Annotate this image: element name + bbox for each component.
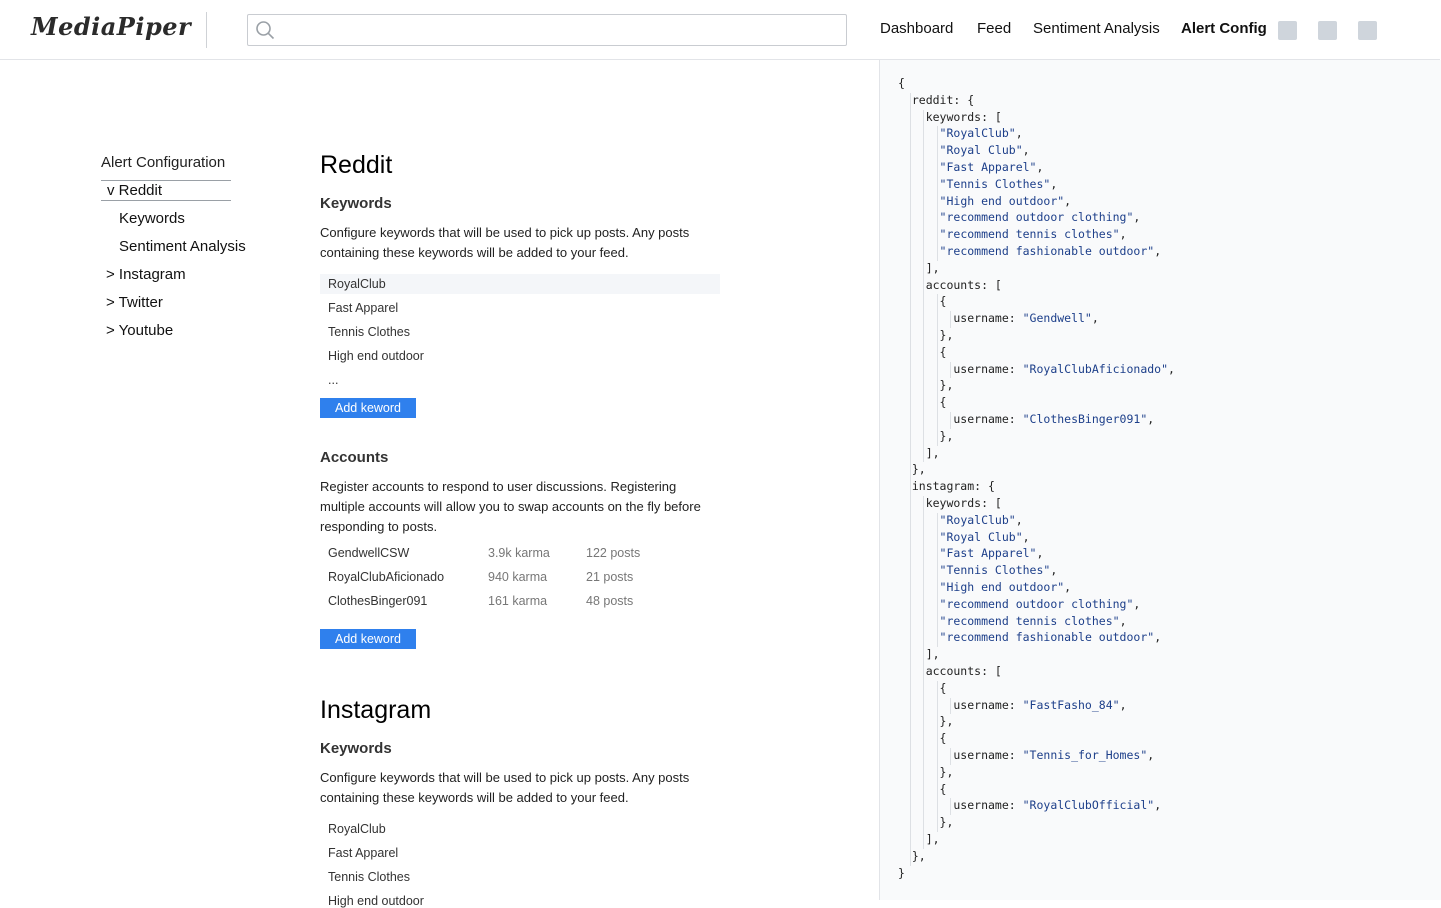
reddit-title: Reddit bbox=[320, 151, 393, 179]
add-account-button[interactable]: Add keword bbox=[320, 629, 416, 649]
keyword-row[interactable] bbox=[320, 891, 720, 908]
code-line: "recommend outdoor clothing", bbox=[939, 210, 1141, 225]
code-line: accounts: [ bbox=[898, 277, 1002, 292]
keyword-text: Tennis Clothes bbox=[328, 325, 410, 339]
code-string: "FastFasho_84" bbox=[1022, 697, 1120, 712]
keyword-text: High end outdoor bbox=[328, 349, 424, 363]
keyword-row[interactable] bbox=[320, 843, 720, 863]
code-line: username: "RoyalClubOfficial", bbox=[898, 798, 1162, 813]
code-line: keywords: [ bbox=[898, 496, 1002, 510]
code-string: "Tennis_for_Homes" bbox=[1022, 748, 1148, 762]
account-name[interactable]: ClothesBinger091 bbox=[328, 594, 428, 608]
sidebar-item-reddit[interactable]: v Reddit bbox=[107, 182, 163, 199]
code-line: instagram: { bbox=[898, 479, 995, 494]
code-string: "recommend tennis clothes" bbox=[939, 227, 1120, 242]
code-line: }, bbox=[898, 764, 954, 779]
account-name[interactable]: RoyalClubAficionado bbox=[328, 570, 445, 584]
keyword-row[interactable] bbox=[320, 867, 720, 887]
reddit-accounts-description: Register accounts to respond to user discussions. Registering multiple accounts will allow you to swap accounts on the fly before responding to posts. bbox=[320, 479, 701, 534]
code-string: "Royal Club" bbox=[939, 529, 1023, 544]
code-string: "recommend fashionable outdoor" bbox=[939, 244, 1155, 258]
code-string: "recommend fashionable outdoor" bbox=[939, 630, 1155, 645]
keyword-text: RoyalClub bbox=[328, 822, 386, 836]
code-line: "High end outdoor", bbox=[939, 193, 1072, 208]
instagram-keywords-description: Configure keywords that will be used to pick up posts. Any posts containing these keywords will be added to your feed. bbox=[320, 770, 690, 805]
keyword-more[interactable] bbox=[320, 370, 720, 390]
account-karma: 161 karma bbox=[488, 594, 548, 608]
code-string: "RoyalClub" bbox=[939, 126, 1016, 141]
keyword-row[interactable] bbox=[320, 819, 720, 839]
code-line: { bbox=[898, 344, 947, 359]
search-input[interactable] bbox=[282, 19, 836, 43]
nav-sentiment-analysis[interactable]: Sentiment Analysis bbox=[1033, 20, 1160, 37]
code-line: { bbox=[898, 731, 947, 746]
code-line: username: "RoyalClubAficionado", bbox=[898, 361, 1175, 376]
sidebar-item-instagram[interactable]: > Instagram bbox=[106, 266, 186, 283]
code-line: "Fast Apparel", bbox=[939, 546, 1044, 561]
code-string: "Royal Club" bbox=[939, 143, 1023, 158]
code-line: "recommend fashionable outdoor", bbox=[939, 630, 1162, 645]
account-posts: 122 posts bbox=[586, 546, 641, 560]
reddit-accounts-heading: Accounts bbox=[320, 449, 389, 466]
code-line: }, bbox=[898, 378, 954, 393]
instagram-title: Instagram bbox=[320, 696, 432, 724]
account-karma: 940 karma bbox=[488, 570, 548, 584]
code-line: "Tennis Clothes", bbox=[939, 563, 1058, 578]
sidebar-item-keywords[interactable]: Keywords bbox=[119, 210, 185, 227]
code-line: ], bbox=[898, 832, 940, 846]
keyword-text: Fast Apparel bbox=[328, 301, 399, 315]
nav-dashboard[interactable]: Dashboard bbox=[880, 20, 954, 37]
placeholder-icon-2[interactable] bbox=[1318, 21, 1337, 40]
logo-divider bbox=[206, 12, 207, 48]
code-line: { bbox=[898, 680, 947, 695]
code-string: "recommend outdoor clothing" bbox=[939, 596, 1134, 611]
keyword-row[interactable] bbox=[320, 274, 720, 294]
code-line: "High end outdoor", bbox=[939, 580, 1072, 594]
sidebar-item-youtube[interactable]: > Youtube bbox=[106, 322, 174, 339]
code-line: } bbox=[898, 865, 905, 880]
code-line: username: "Tennis_for_Homes", bbox=[898, 748, 1155, 762]
keyword-text: Tennis Clothes bbox=[328, 870, 410, 884]
search-icon bbox=[255, 20, 275, 40]
add-keyword-button[interactable]: Add keword bbox=[320, 398, 416, 418]
sidebar-divider bbox=[101, 180, 231, 181]
code-string: "ClothesBinger091" bbox=[1022, 412, 1148, 426]
code-line: accounts: [ bbox=[898, 664, 1002, 678]
keyword-row[interactable] bbox=[320, 298, 720, 318]
code-string: "RoyalClubAficionado" bbox=[1022, 361, 1169, 376]
code-string: "Tennis Clothes" bbox=[939, 563, 1051, 578]
sidebar-item-sentiment-analysis[interactable]: Sentiment Analysis bbox=[119, 238, 246, 255]
code-line: keywords: [ bbox=[898, 109, 1002, 124]
config-json-panel[interactable] bbox=[879, 60, 1441, 900]
account-posts: 21 posts bbox=[586, 570, 634, 584]
sidebar-divider bbox=[101, 200, 231, 201]
code-line: username: "FastFasho_84", bbox=[898, 697, 1127, 712]
keyword-text: Fast Apparel bbox=[328, 846, 399, 860]
code-line: ], bbox=[898, 445, 940, 460]
placeholder-icon-3[interactable] bbox=[1358, 21, 1377, 40]
code-line: "recommend tennis clothes", bbox=[939, 613, 1127, 628]
nav-alert-config[interactable]: Alert Config bbox=[1181, 20, 1267, 37]
code-string: "Gendwell" bbox=[1022, 311, 1092, 326]
keyword-text: RoyalClub bbox=[328, 277, 386, 291]
code-string: "RoyalClub" bbox=[939, 512, 1016, 527]
search-box[interactable] bbox=[247, 14, 847, 46]
code-string: "RoyalClubOfficial" bbox=[1022, 798, 1155, 813]
code-line: { bbox=[898, 781, 947, 796]
keyword-row[interactable] bbox=[320, 346, 720, 366]
code-line: }, bbox=[898, 714, 954, 729]
code-line: }, bbox=[898, 428, 954, 443]
code-line: "RoyalClub", bbox=[939, 126, 1023, 141]
reddit-keywords-heading: Keywords bbox=[320, 195, 392, 212]
sidebar-item-twitter[interactable]: > Twitter bbox=[106, 294, 163, 311]
code-line: ], bbox=[898, 260, 940, 275]
code-line: "Tennis Clothes", bbox=[939, 176, 1058, 191]
code-line: "Royal Club", bbox=[939, 529, 1030, 544]
code-line: username: "ClothesBinger091", bbox=[898, 412, 1155, 426]
keyword-text: High end outdoor bbox=[328, 894, 424, 908]
code-line: "RoyalClub", bbox=[939, 512, 1023, 527]
code-line: "Royal Club", bbox=[939, 143, 1030, 158]
code-line: "recommend fashionable outdoor", bbox=[939, 244, 1162, 258]
code-string: "Fast Apparel" bbox=[939, 546, 1037, 561]
code-string: "Fast Apparel" bbox=[939, 160, 1037, 174]
code-line: }, bbox=[898, 848, 926, 863]
code-line: { bbox=[898, 76, 905, 90]
sidebar-title: Alert Configuration bbox=[101, 154, 226, 171]
code-line: "recommend outdoor clothing", bbox=[939, 596, 1141, 611]
code-string: "High end outdoor" bbox=[939, 580, 1065, 594]
app-logo[interactable]: MediaPiper bbox=[31, 12, 192, 41]
code-line: }, bbox=[898, 328, 954, 342]
keyword-text: ... bbox=[328, 373, 339, 387]
code-string: "High end outdoor" bbox=[939, 193, 1065, 208]
code-string: "recommend outdoor clothing" bbox=[939, 210, 1134, 225]
code-line: "Fast Apparel", bbox=[939, 160, 1044, 174]
instagram-keywords-heading: Keywords bbox=[320, 740, 392, 757]
code-line: ], bbox=[898, 647, 940, 662]
code-line: username: "Gendwell", bbox=[898, 311, 1099, 326]
code-line: { bbox=[898, 395, 947, 410]
keyword-row[interactable] bbox=[320, 322, 720, 342]
code-string: "recommend tennis clothes" bbox=[939, 613, 1120, 628]
account-posts: 48 posts bbox=[586, 594, 634, 608]
code-line: "recommend tennis clothes", bbox=[939, 227, 1127, 242]
code-line: }, bbox=[898, 462, 926, 477]
top-bar bbox=[0, 0, 1440, 60]
code-string: "Tennis Clothes" bbox=[939, 176, 1051, 191]
code-line: reddit: { bbox=[898, 92, 975, 107]
reddit-keywords-description: Configure keywords that will be used to pick up posts. Any posts containing these keywords will be added to your feed. bbox=[320, 225, 690, 260]
account-name[interactable]: GendwellCSW bbox=[328, 546, 410, 560]
nav-feed[interactable]: Feed bbox=[977, 20, 1012, 37]
code-line: { bbox=[898, 294, 947, 309]
placeholder-icon-1[interactable] bbox=[1278, 21, 1297, 40]
code-line: }, bbox=[898, 815, 954, 830]
account-karma: 3.9k karma bbox=[488, 546, 550, 560]
